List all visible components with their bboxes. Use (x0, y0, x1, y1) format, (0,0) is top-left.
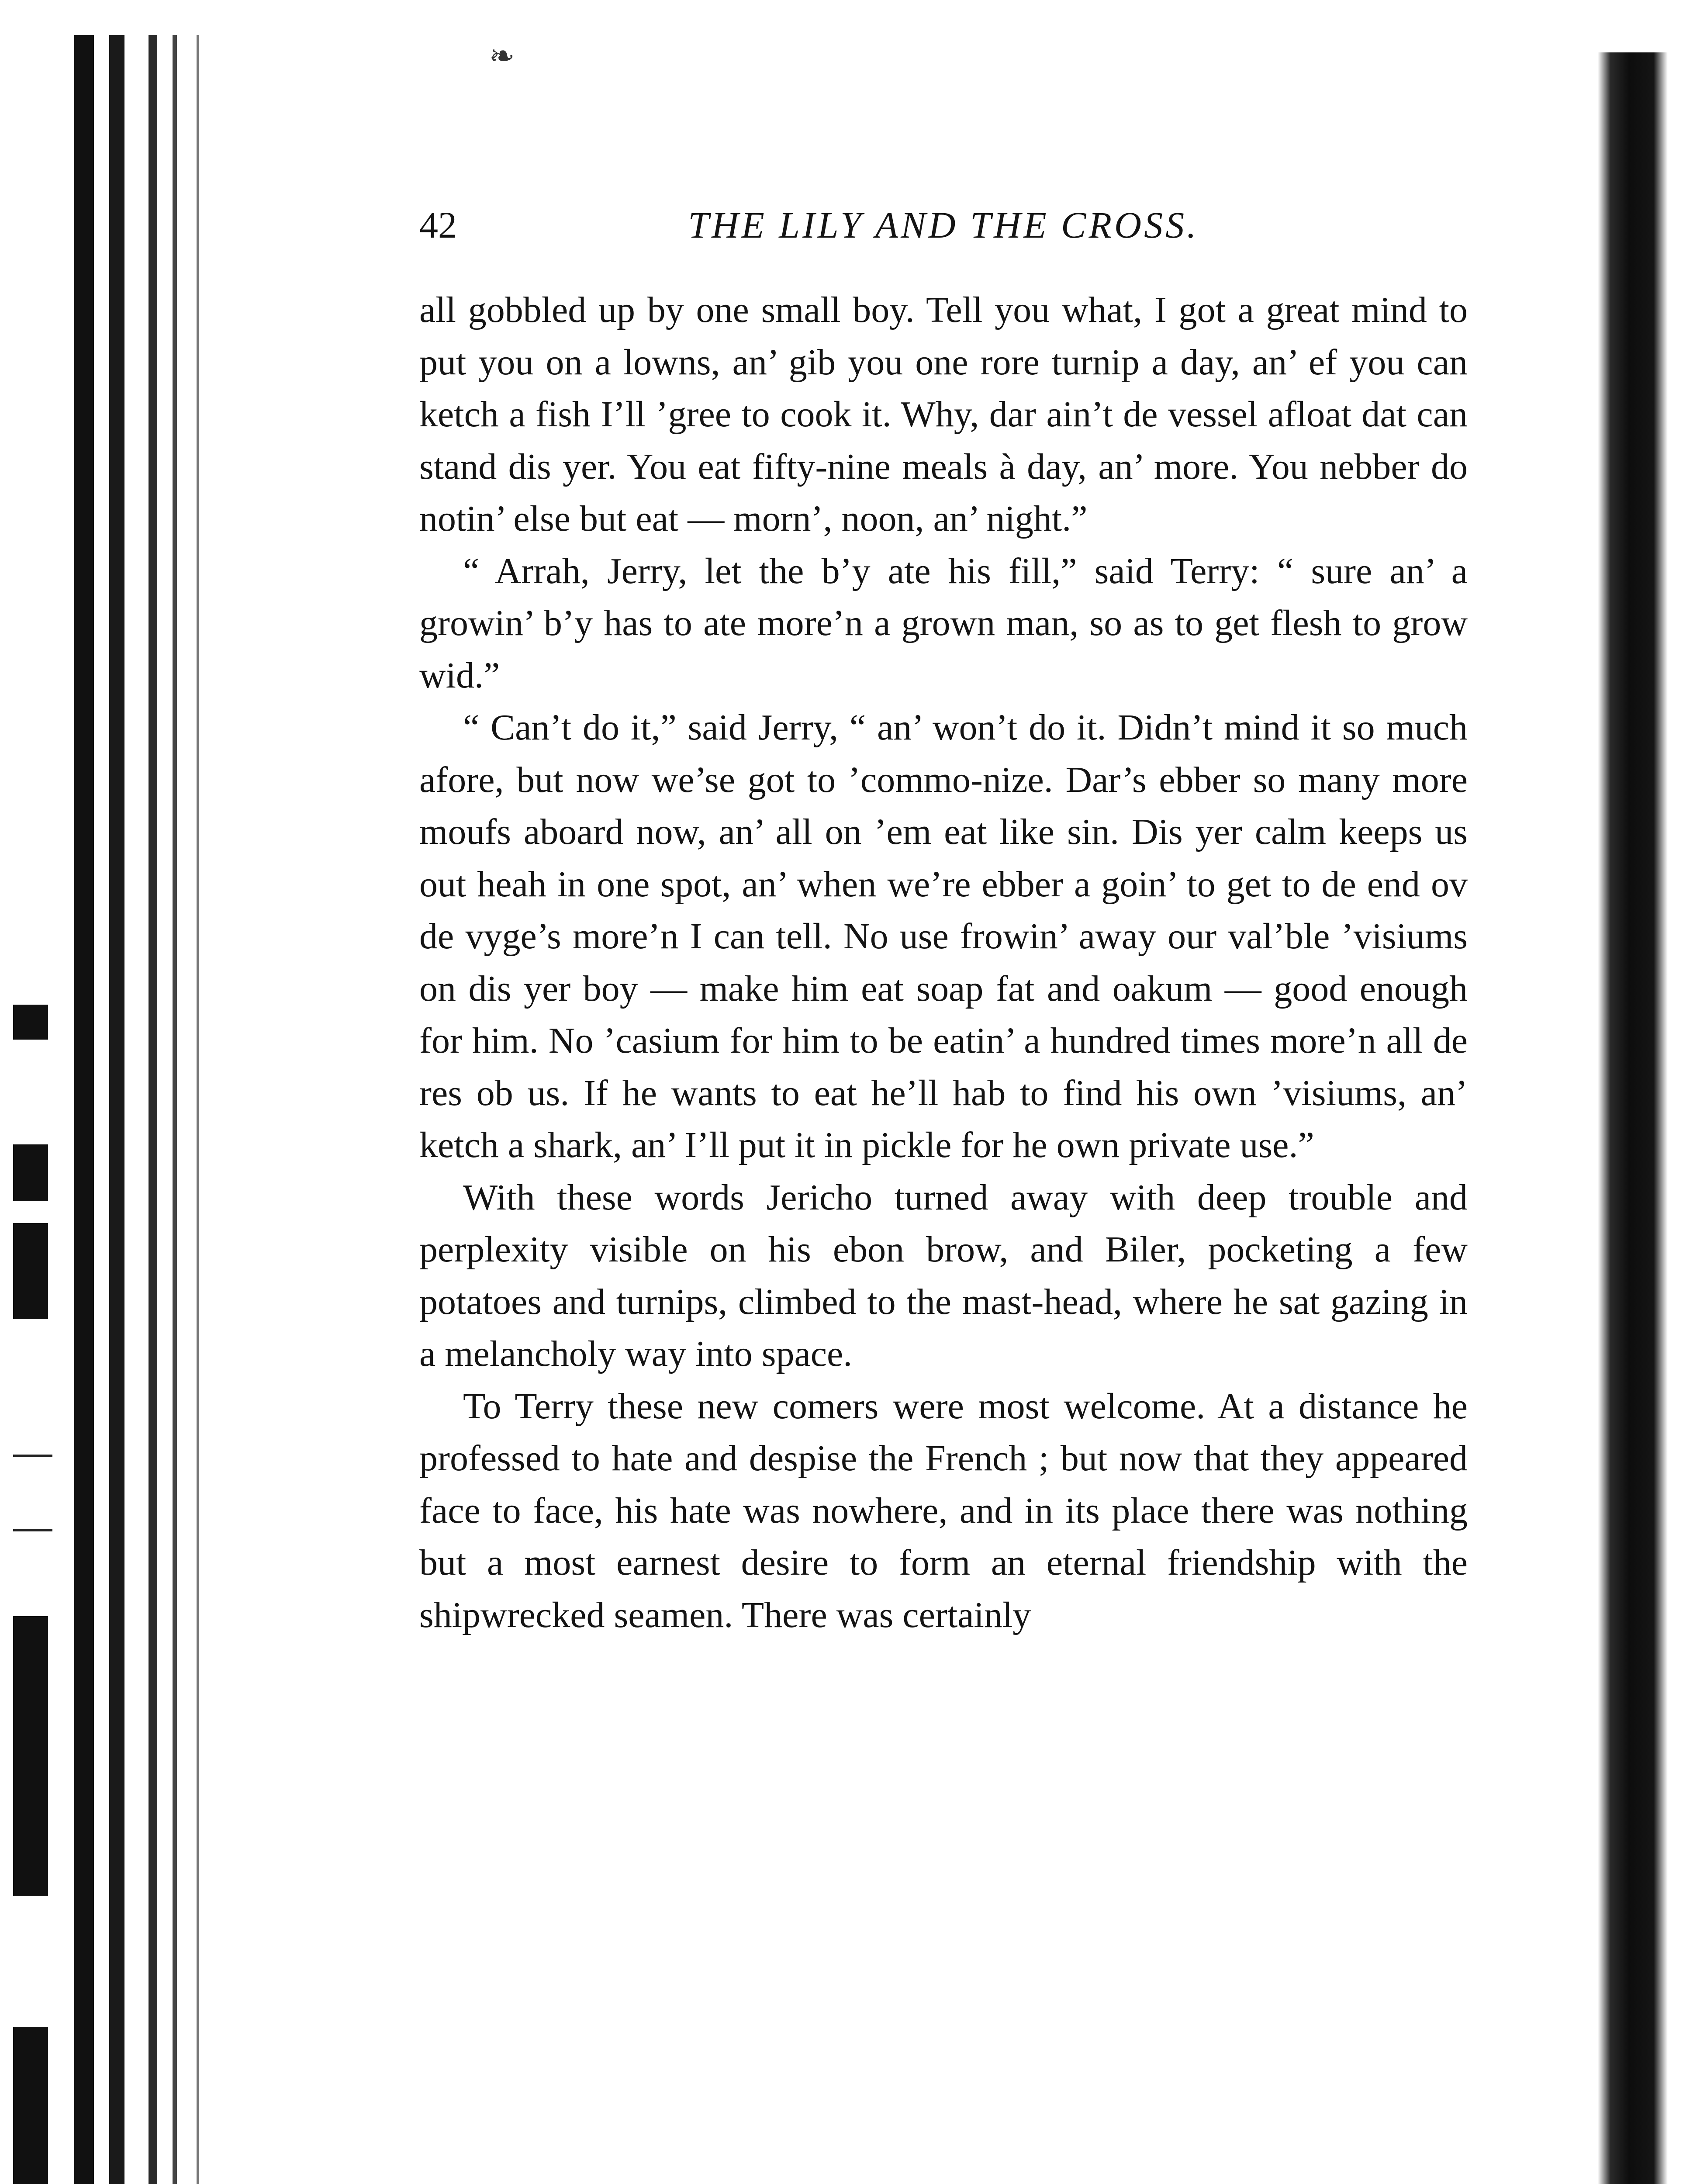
printer-ornament-icon: ❧ (489, 40, 515, 73)
binding-mark (13, 1616, 48, 1896)
running-title: THE LILY AND THE CROSS. (688, 204, 1199, 246)
page-edge-shadow (1598, 52, 1668, 2184)
text-block (419, 192, 1468, 1641)
running-head (419, 192, 1468, 258)
binding-line (13, 1455, 52, 1457)
binding-mark (13, 1223, 48, 1319)
body-text (419, 284, 1468, 1641)
paragraph: To Terry these new comers were most welcome. At a distance he professed to hate and despise the French ; but now that they appeared face to face, his hate was nowhere, and in its place there was nothing but a most earnest desire to form an eternal friendship with the shipwrecked seamen. There was certainly (419, 1386, 1468, 1635)
paragraph: all gobbled up by one small boy. Tell you what, I got a great mind to put you on a lowns, an’ gib you one rore turnip a day, an’ ef you can ketch a fish I’ll ’gree to cook it. Why, dar ain’t de vessel afloat dat can stand dis yer. You eat fifty-nine meals à day, an’ more. You nebber do notin’ else but eat — morn’, noon, an’ night.” (419, 290, 1468, 539)
binding-mark (13, 1144, 48, 1201)
paragraph: “ Arrah, Jerry, let the b’y ate his fill,” said Terry: “ sure an’ a growin’ b’y has to ate more’n a grown man, so as to get flesh to grow wid.” (419, 550, 1468, 696)
paragraph: With these words Jericho turned away with deep trouble and perplexity visible on his ebon brow, and Biler, pocketing a few potatoes and turnips, climbed to the mast-head, where he sat gazing in a melancholy way into space. (419, 1177, 1468, 1374)
binding-line (13, 1529, 52, 1531)
paragraph: “ Can’t do it,” said Jerry, “ an’ won’t do it. Didn’t mind it so much afore, but now we’se got to ’commo-nize. Dar’s ebber so many more moufs aboard now, an’ all on ’em eat like sin. Dis yer calm keeps us out heah in one spot, an’ when we’re ebber a goin’ to get to de end ov de vyge’s more’n I can tell. No use frowin’ away our val’ble ’visiums on dis yer boy — make him eat soap fat and oakum — good enough for him. No ’casium for him to be eatin’ a hundred times more’n all de res ob us. If he wants to eat he’ll hab to find his own ’visiums, an’ ketch a shark, an’ I’ll put it in pickle for he own private use.” (419, 707, 1468, 1165)
page-number: 42 (419, 204, 457, 246)
binding-mark (13, 1005, 48, 1040)
binding-mark (13, 2027, 48, 2184)
